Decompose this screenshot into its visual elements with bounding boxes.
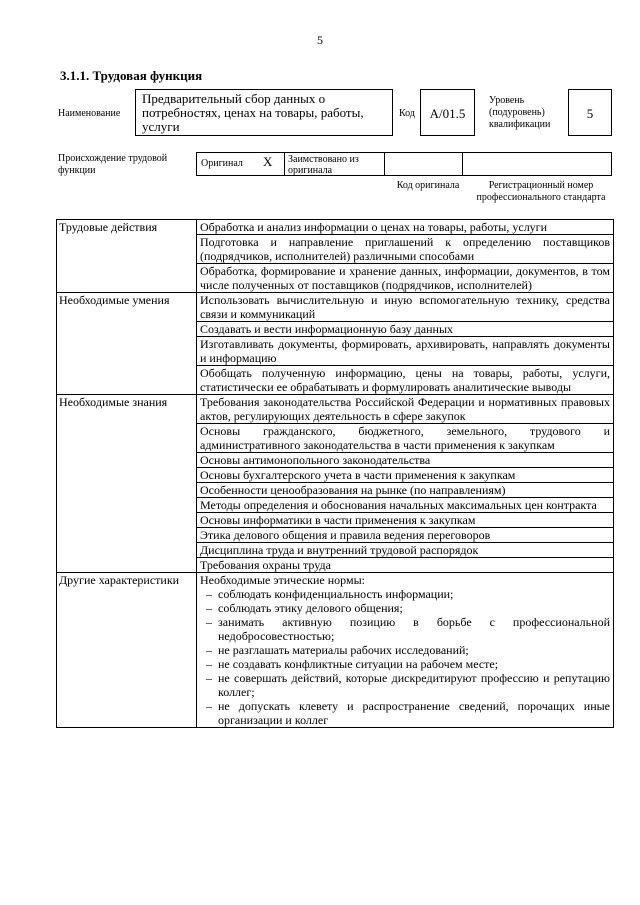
- section-item: Требования законодательства Российской Федерации и нормативных правовых актов, регулирующих деятельность в сфере закупок: [197, 395, 614, 424]
- dash-bullet: –: [206, 671, 212, 685]
- list-item: [200, 587, 610, 601]
- dash-bullet: –: [206, 615, 212, 629]
- table-row: [57, 573, 614, 728]
- section-heading: Трудовые действия: [57, 220, 197, 293]
- table-row: [57, 293, 614, 322]
- section-item: Этика делового общения и правила ведения переговоров: [197, 528, 614, 543]
- section-item: Использовать вычислительную и иную вспомогательную технику, средства связи и коммуникаций: [197, 293, 614, 322]
- section-item: Изготавливать документы, формировать, архивировать, направлять документы и информацию: [197, 337, 614, 366]
- original-cell: [197, 153, 285, 175]
- reg-number-cell: [463, 153, 611, 175]
- dash-bullet: –: [206, 657, 212, 671]
- original-label: Оригинал: [201, 158, 243, 169]
- list-item: [200, 699, 610, 727]
- original-code-cell: [385, 153, 463, 175]
- other-characteristics: [197, 573, 614, 728]
- section-item: Дисциплина труда и внутренний трудовой распорядок: [197, 543, 614, 558]
- section-item: Основы гражданского, бюджетного, земельного, трудового и административного законодательства в части применения к закупкам: [197, 424, 614, 453]
- caption-code: Код оригинала: [396, 180, 460, 191]
- list-item-text: не создавать конфликтные ситуации на рабочем месте;: [218, 657, 499, 671]
- dash-bullet: –: [206, 643, 212, 657]
- table-row: [57, 220, 614, 235]
- list-item: [200, 601, 610, 615]
- list-item-text: занимать активную позицию в борьбе с профессиональной недобросовестностью;: [218, 615, 610, 643]
- section-item: Основы антимонопольного законодательства: [197, 453, 614, 468]
- function-name: Предварительный сбор данных о потребностях, ценах на товары, работы, услуги: [135, 89, 393, 136]
- section-heading: Необходимые знания: [57, 395, 197, 573]
- section-item: Создавать и вести информационную базу данных: [197, 322, 614, 337]
- page-number: 5: [317, 33, 323, 47]
- list-item-text: соблюдать конфиденциальность информации;: [218, 587, 454, 601]
- section-item: Обработка и анализ информации о ценах на товары, работы, услуги: [197, 220, 614, 235]
- list-item-text: не допускать клевету и распространение сведений, порочащих иные организации и коллег: [218, 699, 610, 727]
- table-row: [57, 395, 614, 424]
- code-label: Код: [399, 108, 415, 119]
- ethics-intro: Необходимые этические нормы:: [200, 573, 365, 587]
- section-heading: Необходимые умения: [57, 293, 197, 395]
- section-item: Особенности ценообразования на рынке (по направлениям): [197, 483, 614, 498]
- section-item: Основы информатики в части применения к закупкам: [197, 513, 614, 528]
- other-heading: Другие характеристики: [57, 573, 197, 728]
- section-item: Методы определения и обоснования начальных максимальных цен контракта: [197, 498, 614, 513]
- caption-reg-number: Регистрационный номер профессионального стандарта: [476, 180, 606, 203]
- name-label: Наименование: [58, 108, 121, 119]
- original-mark: X: [263, 154, 273, 169]
- qualification-level: 5: [568, 89, 612, 136]
- borrowed-label: Заимствовано из оригинала: [285, 153, 385, 175]
- section-item: Основы бухгалтерского учета в части применения к закупкам: [197, 468, 614, 483]
- list-item: [200, 615, 610, 643]
- function-code: А/01.5: [420, 89, 475, 136]
- dash-bullet: –: [206, 601, 212, 615]
- origin-label: Происхождение трудовой функции: [58, 153, 168, 176]
- list-item: [200, 671, 610, 699]
- section-item: Подготовка и направление приглашений к определению поставщиков (подрядчиков, исполнителей) различными способами: [197, 235, 614, 264]
- section-title: 3.1.1. Трудовая функция: [60, 68, 203, 83]
- list-item-text: соблюдать этику делового общения;: [218, 601, 403, 615]
- section-item: Обработка, формирование и хранение данных, информации, документов, в том числе полученных от поставщиков (подрядчиков, исполнителей): [197, 264, 614, 293]
- dash-bullet: –: [206, 699, 212, 713]
- list-item-text: не совершать действий, которые дискредитируют профессию и репутацию коллег;: [218, 671, 610, 699]
- level-label: Уровень (подуровень) квалификации: [489, 95, 551, 130]
- list-item-text: не разглашать материалы рабочих исследований;: [218, 643, 469, 657]
- list-item: [200, 643, 610, 657]
- list-item: [200, 657, 610, 671]
- dash-bullet: –: [206, 587, 212, 601]
- section-item: Требования охраны труда: [197, 558, 614, 573]
- section-item: Обобщать полученную информацию, цены на товары, работы, услуги, статистически ее обрабатывать и формулировать аналитические выводы: [197, 366, 614, 395]
- function-details-table: [56, 219, 614, 728]
- origin-table: [196, 152, 612, 176]
